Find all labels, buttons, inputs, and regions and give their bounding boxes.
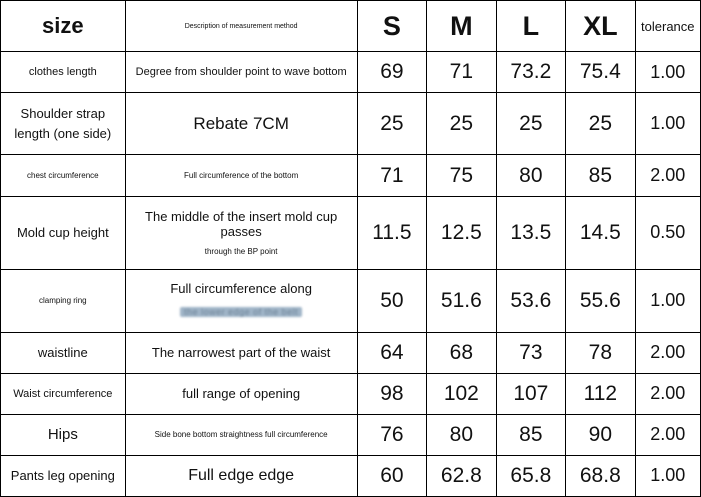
row-desc-line-2-obscured: the lower edge of the belt [129,302,354,320]
row-label-waist-circumference: Waist circumference [1,373,126,414]
value-xl: 75.4 [566,52,635,93]
value-tolerance: 2.00 [635,373,700,414]
header-description-label: Description of measurement method [125,1,357,52]
table-row [1,455,701,496]
value-s: 60 [357,455,426,496]
value-xl: 14.5 [566,196,635,270]
row-desc-hips: Side bone bottom straightness full circumference [125,414,357,455]
row-label-pants-leg-opening: Pants leg opening [1,455,126,496]
row-desc-clothes-length: Degree from shoulder point to wave bottom [125,52,357,93]
value-m: 12.5 [427,196,496,270]
value-s: 11.5 [357,196,426,270]
row-label-clamping-ring: clamping ring [1,270,126,332]
value-m: 25 [427,93,496,155]
value-tolerance: 2.00 [635,155,700,196]
row-label-mold-cup-height: Mold cup height [1,196,126,270]
row-desc-line-2: through the BP point [204,247,278,257]
row-desc-clamping-ring [125,270,357,332]
row-label-shoulder-strap-length: Shoulder strap length (one side) [1,93,126,155]
value-l: 25 [496,93,565,155]
header-size-label: size [1,1,126,52]
value-s: 50 [357,270,426,332]
value-tolerance: 2.00 [635,332,700,373]
row-desc-waistline: The narrowest part of the waist [125,332,357,373]
header-tolerance: tolerance [635,1,700,52]
value-m: 80 [427,414,496,455]
value-l: 107 [496,373,565,414]
value-m: 75 [427,155,496,196]
value-tolerance: 0.50 [635,196,700,270]
row-desc-shoulder-strap-length: Rebate 7CM [125,93,357,155]
value-m: 51.6 [427,270,496,332]
table-row [1,93,701,155]
value-xl: 55.6 [566,270,635,332]
table-row [1,414,701,455]
value-m: 102 [427,373,496,414]
header-size-l: L [496,1,565,52]
value-l: 13.5 [496,196,565,270]
row-label-clothes-length: clothes length [1,52,126,93]
table-row [1,332,701,373]
value-tolerance: 1.00 [635,52,700,93]
value-l: 73 [496,332,565,373]
row-desc-chest-circumference: Full circumference of the bottom [125,155,357,196]
value-s: 98 [357,373,426,414]
row-label-waistline: waistline [1,332,126,373]
row-desc-waist-circumference: full range of opening [125,373,357,414]
header-size-s: S [357,1,426,52]
row-label-hips: Hips [1,414,126,455]
value-l: 85 [496,414,565,455]
value-s: 64 [357,332,426,373]
value-tolerance: 1.00 [635,93,700,155]
table-row [1,270,701,332]
value-xl: 25 [566,93,635,155]
value-l: 73.2 [496,52,565,93]
value-m: 62.8 [427,455,496,496]
table-row [1,52,701,93]
value-tolerance: 2.00 [635,414,700,455]
value-m: 68 [427,332,496,373]
value-l: 65.8 [496,455,565,496]
row-label-chest-circumference: chest circumference [1,155,126,196]
value-l: 80 [496,155,565,196]
value-s: 69 [357,52,426,93]
value-s: 71 [357,155,426,196]
value-xl: 78 [566,332,635,373]
table-row [1,373,701,414]
value-tolerance: 1.00 [635,455,700,496]
row-desc-line-1: Full circumference along [170,281,312,297]
table-row [1,196,701,270]
value-l: 53.6 [496,270,565,332]
header-size-xl: XL [566,1,635,52]
row-desc-mold-cup-height [125,196,357,270]
row-desc-line-1: The middle of the insert mold cup passes [145,209,338,240]
value-xl: 85 [566,155,635,196]
value-tolerance: 1.00 [635,270,700,332]
table-header-row [1,1,701,52]
value-xl: 68.8 [566,455,635,496]
header-size-m: M [427,1,496,52]
value-s: 76 [357,414,426,455]
value-m: 71 [427,52,496,93]
value-xl: 112 [566,373,635,414]
table-row [1,155,701,196]
value-xl: 90 [566,414,635,455]
row-desc-pants-leg-opening: Full edge edge [125,455,357,496]
value-s: 25 [357,93,426,155]
